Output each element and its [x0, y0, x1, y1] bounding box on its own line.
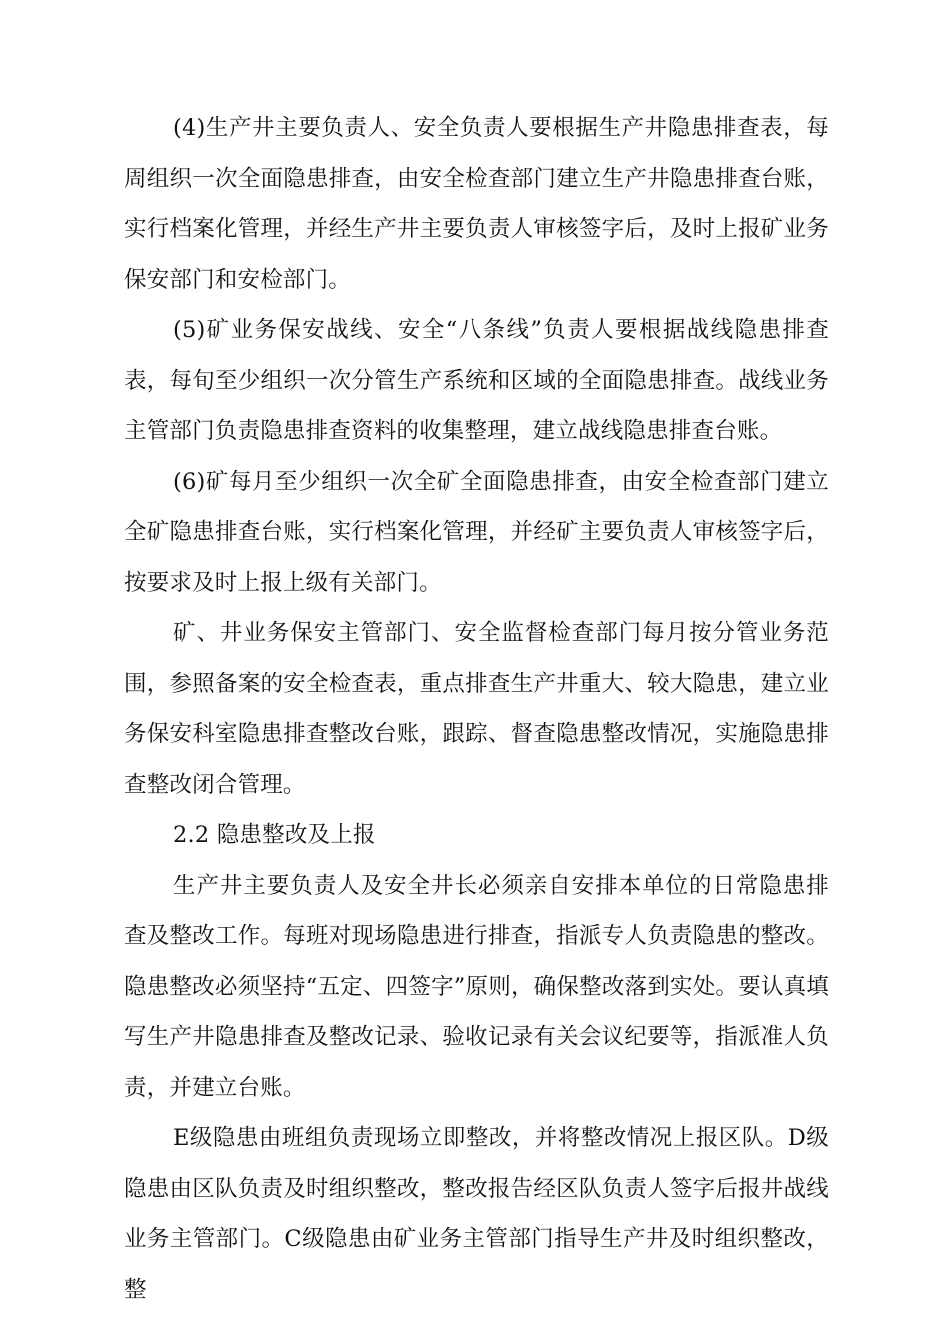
paragraph-item-6: (6)矿每月至少组织一次全矿全面隐患排查，由安全检查部门建立全矿隐患排查台账，实行档案化管理，并经矿主要负责人审核签字后，按要求及时上报上级有关部门。 — [124, 468, 829, 596]
paragraph-item-4: (4)生产井主要负责人、安全负责人要根据生产井隐患排查表，每周组织一次全面隐患排查，由安全检查部门建立生产井隐患排查台账，实行档案化管理，并经生产井主要负责人审核签字后，及时上报矿业务保安部门和安检部门。 — [124, 115, 829, 293]
section-heading: 2.2 隐患整改及上报 — [173, 822, 376, 848]
paragraph-item-5: (5)矿业务保安战线、安全“八条线”负责人要根据战线隐患排查表，每旬至少组织一次分管生产系统和区域的全面隐患排查。战线业务主管部门负责隐患排查资料的收集整理，建立战线隐患排查台账。 — [124, 317, 829, 444]
paragraph-hazard-levels: E级隐患由班组负责现场立即整改，并将整改情况上报区队。D级隐患由区队负责及时组织整改，整改报告经区队负责人签字后报井战线业务主管部门。C级隐患由矿业务主管部门指导生产井及时组织整改，整 — [124, 1125, 829, 1303]
paragraph-rectification: 生产井主要负责人及安全井长必须亲自安排本单位的日常隐患排查及整改工作。每班对现场隐患进行排查，指派专人负责隐患的整改。隐患整改必须坚持“五定、四签字”原则，确保整改落到实处。要认真填写生产井隐患排查及整改记录、验收记录有关会议纪要等，指派准人负责，并建立台账。 — [124, 872, 829, 1101]
paragraph-department-inspection: 矿、井业务保安主管部门、安全监督检查部门每月按分管业务范围，参照备案的安全检查表，重点排查生产井重大、较大隐患，建立业务保安科室隐患排查整改台账，跟踪、督查隐患整改情况，实施隐患排查整改闭合管理。 — [124, 620, 829, 798]
document-body — [124, 103, 829, 1315]
